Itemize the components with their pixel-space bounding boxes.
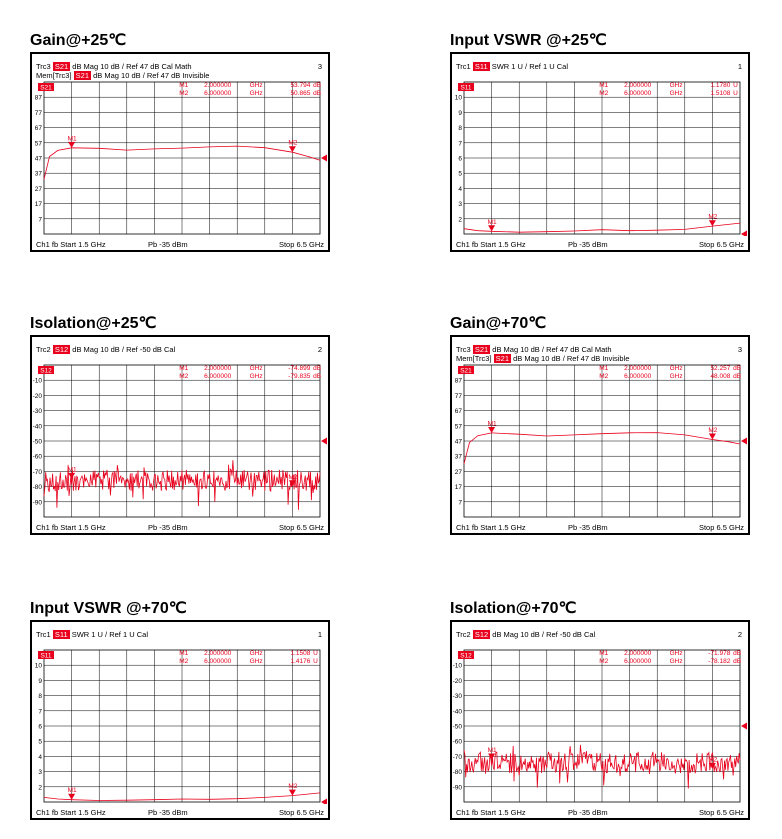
marker-table-label: M2 <box>179 658 189 665</box>
marker-table-label: M1 <box>599 82 609 89</box>
stop-frequency: Stop 6.5 GHz <box>698 240 744 249</box>
channel-footer <box>456 808 744 817</box>
fb-label: fb <box>471 240 479 249</box>
marker-table-label: M1 <box>179 365 189 372</box>
y-tick-label: -20 <box>32 392 42 400</box>
trace-number: 1 <box>317 630 322 639</box>
start-frequency: Start 1.5 GHz <box>480 808 526 817</box>
marker-table-freq-unit: GHz <box>669 650 683 657</box>
reference-level-arrow <box>741 438 747 445</box>
marker-table-value-unit: U <box>313 658 318 665</box>
analyzer-screen <box>30 620 330 820</box>
marker-table-freq: 6.000000 <box>624 658 652 665</box>
y-tick-label: 87 <box>34 94 42 102</box>
y-tick-label: -40 <box>452 708 462 716</box>
marker-table-value: 1.1780 <box>710 82 731 89</box>
marker-label: M2 <box>708 756 718 764</box>
fb-label: fb <box>471 808 479 817</box>
channel-label: Ch1 <box>456 523 470 532</box>
marker-table-freq-unit: GHz <box>669 373 683 380</box>
source-power: Pb -35 dBm <box>568 523 608 532</box>
marker-table-freq: 2.000000 <box>204 82 232 89</box>
marker-table-value: 52.257 <box>710 365 731 372</box>
marker-label: M1 <box>67 466 77 474</box>
y-tick-label: -80 <box>452 769 462 777</box>
marker-table-freq: 6.000000 <box>624 373 652 380</box>
marker-triangle <box>289 790 296 796</box>
chart-title: Gain@+70℃ <box>450 315 547 332</box>
plot-area <box>32 622 328 804</box>
trace-name: Trc2 <box>456 630 471 639</box>
y-tick-label: 5 <box>38 738 42 746</box>
marker-triangle <box>488 225 495 231</box>
y-tick-label: 67 <box>34 125 42 133</box>
trace-name: Trc2 <box>36 345 51 354</box>
y-tick-label: 47 <box>34 155 42 163</box>
trace-number: 2 <box>737 630 742 639</box>
y-tick-label: 4 <box>458 185 462 193</box>
marker-table-value-unit: dB <box>733 658 742 665</box>
stop-frequency: Stop 6.5 GHz <box>278 240 324 249</box>
marker-table-value: 1.1508 <box>290 650 311 657</box>
reference-level-arrow <box>321 438 327 445</box>
marker-table-value: 53.794 <box>290 82 311 89</box>
marker-table-value-unit: U <box>733 90 738 97</box>
trace-number: 3 <box>737 345 742 354</box>
y-tick-label: -30 <box>32 408 42 416</box>
y-tick-label: 3 <box>458 201 462 209</box>
y-tick-label: 8 <box>458 125 462 133</box>
marker-table-freq: 6.000000 <box>204 90 232 97</box>
marker-table-freq-unit: GHz <box>249 373 263 380</box>
fb-label: fb <box>51 808 59 817</box>
trace-extra: Cal Math <box>161 62 192 71</box>
stop-frequency: Stop 6.5 GHz <box>278 808 324 817</box>
marker-table-value: 1.4176 <box>290 658 311 665</box>
marker-table-label: M1 <box>599 365 609 372</box>
s-param-badge: S21 <box>54 62 69 71</box>
marker-table-value-unit: U <box>313 650 318 657</box>
y-tick-label: 77 <box>34 109 42 117</box>
y-tick-label: 37 <box>34 170 42 178</box>
marker-table-freq-unit: GHz <box>249 82 263 89</box>
s-param-badge: S21 <box>474 345 489 354</box>
marker-table-freq-unit: GHz <box>249 365 263 372</box>
channel-footer <box>36 808 324 817</box>
reference-level-arrow <box>321 799 327 805</box>
trace-name: Trc1 <box>456 62 471 71</box>
marker-table-freq: 2.000000 <box>624 365 652 372</box>
active-trace-badge-label: S11 <box>40 652 52 660</box>
start-frequency: Start 1.5 GHz <box>60 808 106 817</box>
marker-table-value: 1.5108 <box>710 90 731 97</box>
y-tick-label: -70 <box>452 753 462 761</box>
y-tick-label: 6 <box>38 723 42 731</box>
y-tick-label: 57 <box>34 140 42 148</box>
marker-table-freq-unit: GHz <box>669 365 683 372</box>
y-tick-label: 7 <box>38 708 42 716</box>
marker-table-label: M2 <box>599 373 609 380</box>
marker-table-freq-unit: GHz <box>249 650 263 657</box>
reference-level-arrow <box>321 155 327 162</box>
y-tick-label: 4 <box>38 753 42 761</box>
marker-table-value: -71.978 <box>708 650 731 657</box>
s-param-badge: S12 <box>54 345 69 354</box>
marker-table-freq: 6.000000 <box>624 90 652 97</box>
y-tick-label: 87 <box>454 377 462 385</box>
trace-extra: Cal <box>164 345 176 354</box>
trace-name: Trc3 <box>36 62 51 71</box>
marker-table-label: M1 <box>179 650 189 657</box>
trace-extra: Cal <box>556 62 569 71</box>
channel-footer <box>456 240 744 249</box>
y-tick-label: 2 <box>38 784 42 792</box>
source-power: Pb -35 dBm <box>148 808 188 817</box>
y-tick-label: -10 <box>452 662 462 670</box>
trace-format: dB Mag 10 dB / Ref 47 dB <box>513 354 601 363</box>
marker-table-value: -78.182 <box>708 658 731 665</box>
plot-area <box>452 54 748 236</box>
y-tick-label: 9 <box>458 109 462 117</box>
marker-table-freq-unit: GHz <box>249 658 263 665</box>
active-trace-badge-label: S21 <box>40 84 52 92</box>
y-tick-label: 9 <box>38 677 42 685</box>
y-tick-label: 77 <box>454 392 462 400</box>
trace-extra: Invisible <box>602 354 630 363</box>
marker-table-value-unit: dB <box>313 373 322 380</box>
channel-label: Ch1 <box>456 240 470 249</box>
source-power: Pb -35 dBm <box>148 240 188 249</box>
channel-footer <box>36 240 324 249</box>
reference-level-arrow <box>741 231 747 237</box>
marker-table-freq: 6.000000 <box>204 658 232 665</box>
marker-table-value: 50.865 <box>290 90 311 97</box>
stop-frequency: Stop 6.5 GHz <box>698 523 744 532</box>
analyzer-screen <box>30 52 330 252</box>
marker-table-freq: 2.000000 <box>204 365 232 372</box>
active-trace-badge-label: S12 <box>40 367 52 375</box>
chart-title: Input VSWR @+70℃ <box>30 600 187 617</box>
marker-table-value: -74.899 <box>288 365 311 372</box>
marker-table-label: M1 <box>179 82 189 89</box>
active-trace-badge-label: S12 <box>460 652 472 660</box>
channel-label: Ch1 <box>456 808 470 817</box>
s-param-badge: S21 <box>495 354 510 363</box>
y-tick-label: 7 <box>458 499 462 507</box>
analyzer-screen <box>450 52 750 252</box>
marker-triangle <box>709 433 716 439</box>
marker-table-freq: 2.000000 <box>624 650 652 657</box>
trace-extra: Cal Math <box>581 345 612 354</box>
y-tick-label: -90 <box>452 784 462 792</box>
trace-name: Mem[Trc3] <box>456 354 492 363</box>
y-tick-label: -60 <box>32 453 42 461</box>
chart-panel <box>30 30 334 254</box>
marker-table-freq: 2.000000 <box>204 650 232 657</box>
trace-format: dB Mag 10 dB / Ref -50 dB <box>492 630 582 639</box>
y-tick-label: 57 <box>454 423 462 431</box>
s-param-badge: S11 <box>474 62 488 71</box>
y-tick-label: 7 <box>458 140 462 148</box>
y-tick-label: -40 <box>32 423 42 431</box>
trace-extra: Invisible <box>182 71 210 80</box>
y-tick-label: 8 <box>38 693 42 701</box>
marker-label: M1 <box>67 135 77 143</box>
marker-table-label: M2 <box>179 90 189 97</box>
chart-panel <box>30 313 334 537</box>
y-tick-label: -90 <box>32 499 42 507</box>
marker-label: M1 <box>487 218 497 226</box>
marker-table-value-unit: dB <box>733 373 742 380</box>
trace-format: dB Mag 10 dB / Ref 47 dB <box>492 345 580 354</box>
start-frequency: Start 1.5 GHz <box>480 240 526 249</box>
y-tick-label: 6 <box>458 155 462 163</box>
trace-extra: Cal <box>584 630 596 639</box>
marker-triangle <box>68 473 75 479</box>
marker-label: M2 <box>288 139 298 147</box>
chart-title: Gain@+25℃ <box>30 32 127 49</box>
y-tick-label: 2 <box>458 216 462 224</box>
plot-area <box>32 54 328 236</box>
plot-area <box>452 622 748 804</box>
reference-level-arrow <box>741 723 747 730</box>
marker-triangle <box>68 142 75 148</box>
marker-table-value-unit: dB <box>313 365 322 372</box>
s-param-badge: S21 <box>75 71 90 80</box>
s-param-badge: S11 <box>54 630 68 639</box>
trace-number: 2 <box>317 345 322 354</box>
marker-label: M2 <box>708 213 718 221</box>
marker-triangle <box>709 220 716 226</box>
y-tick-label: 47 <box>454 438 462 446</box>
y-tick-label: 67 <box>454 408 462 416</box>
source-power: Pb -35 dBm <box>148 523 188 532</box>
source-power: Pb -35 dBm <box>568 240 608 249</box>
chart-panel <box>30 598 334 822</box>
y-tick-label: 27 <box>34 185 42 193</box>
marker-table-freq-unit: GHz <box>249 90 263 97</box>
marker-label: M2 <box>288 783 298 791</box>
marker-table-freq-unit: GHz <box>669 658 683 665</box>
marker-table-value-unit: dB <box>733 365 742 372</box>
trace-number: 1 <box>737 62 742 71</box>
y-tick-label: -20 <box>452 677 462 685</box>
y-tick-label: -50 <box>32 438 42 446</box>
chart-title: Input VSWR @+25℃ <box>450 32 607 49</box>
marker-label: M1 <box>487 420 497 428</box>
trace-format: SWR 1 U / Ref 1 U <box>491 62 555 71</box>
trace-format: SWR 1 U / Ref 1 U <box>71 630 135 639</box>
stop-frequency: Stop 6.5 GHz <box>698 808 744 817</box>
trace-name: Trc1 <box>36 630 51 639</box>
marker-triangle <box>68 794 75 800</box>
fb-label: fb <box>471 523 479 532</box>
analyzer-screen <box>30 335 330 535</box>
marker-table-value: -79.835 <box>288 373 311 380</box>
plot-area <box>32 337 328 519</box>
analyzer-screen <box>450 335 750 535</box>
chart-panel <box>450 30 754 254</box>
marker-triangle <box>488 427 495 433</box>
trace-extra: Cal <box>136 630 149 639</box>
trace-name: Trc3 <box>456 345 471 354</box>
marker-table-freq: 2.000000 <box>624 82 652 89</box>
y-tick-label: -80 <box>32 484 42 492</box>
chart-title: Isolation@+70℃ <box>450 600 577 617</box>
s-param-badge: S12 <box>474 630 489 639</box>
active-trace-badge-label: S11 <box>460 84 472 92</box>
plot-area <box>452 337 748 519</box>
marker-table-label: M2 <box>599 90 609 97</box>
start-frequency: Start 1.5 GHz <box>60 523 106 532</box>
y-tick-label: 10 <box>34 662 42 670</box>
analyzer-screen <box>450 620 750 820</box>
marker-table-value-unit: dB <box>733 650 742 657</box>
stop-frequency: Stop 6.5 GHz <box>278 523 324 532</box>
y-tick-label: -70 <box>32 468 42 476</box>
marker-table-label: M2 <box>599 658 609 665</box>
fb-label: fb <box>51 523 59 532</box>
trace-format: dB Mag 10 dB / Ref 47 dB <box>93 71 181 80</box>
marker-triangle <box>289 146 296 152</box>
chart-title: Isolation@+25℃ <box>30 315 157 332</box>
start-frequency: Start 1.5 GHz <box>480 523 526 532</box>
channel-label: Ch1 <box>36 240 50 249</box>
active-trace-badge-label: S21 <box>460 367 472 375</box>
marker-table-label: M2 <box>179 373 189 380</box>
channel-footer <box>456 523 744 532</box>
marker-label: M1 <box>487 746 497 754</box>
y-tick-label: -50 <box>452 723 462 731</box>
y-tick-label: -30 <box>452 693 462 701</box>
marker-label: M2 <box>708 426 718 434</box>
fb-label: fb <box>51 240 59 249</box>
channel-footer <box>36 523 324 532</box>
y-tick-label: 17 <box>454 484 462 492</box>
source-power: Pb -35 dBm <box>568 808 608 817</box>
marker-label: M1 <box>67 787 77 795</box>
y-tick-label: 10 <box>454 94 462 102</box>
y-tick-label: 27 <box>454 468 462 476</box>
trace-format: dB Mag 10 dB / Ref -50 dB <box>72 345 162 354</box>
trace-name: Mem[Trc3] <box>36 71 72 80</box>
channel-label: Ch1 <box>36 808 50 817</box>
y-tick-label: -10 <box>32 377 42 385</box>
trace-number: 3 <box>317 62 322 71</box>
marker-table-value-unit: U <box>733 82 738 89</box>
marker-label: M2 <box>288 473 298 481</box>
y-tick-label: 7 <box>38 216 42 224</box>
marker-table-freq-unit: GHz <box>669 90 683 97</box>
y-tick-label: 5 <box>458 170 462 178</box>
y-tick-label: 3 <box>38 769 42 777</box>
y-tick-label: 37 <box>454 453 462 461</box>
marker-table-value: 48.008 <box>710 373 731 380</box>
trace-format: dB Mag 10 dB / Ref 47 dB <box>72 62 160 71</box>
chart-panel <box>450 598 754 822</box>
channel-label: Ch1 <box>36 523 50 532</box>
marker-table-label: M1 <box>599 650 609 657</box>
y-tick-label: -60 <box>452 738 462 746</box>
start-frequency: Start 1.5 GHz <box>60 240 106 249</box>
marker-table-freq-unit: GHz <box>669 82 683 89</box>
marker-table-value-unit: dB <box>313 90 322 97</box>
marker-table-value-unit: dB <box>313 82 322 89</box>
marker-table-freq: 6.000000 <box>204 373 232 380</box>
y-tick-label: 17 <box>34 201 42 209</box>
chart-panel <box>450 313 754 537</box>
